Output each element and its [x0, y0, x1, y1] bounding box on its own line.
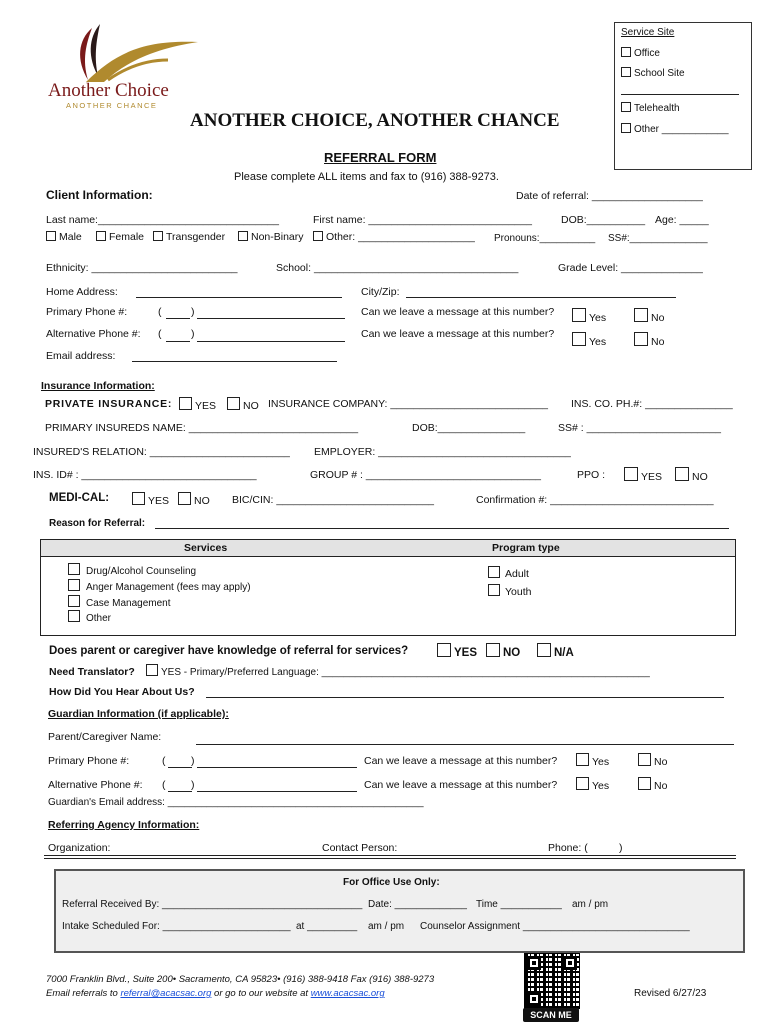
guardian-primary-yes[interactable]	[576, 753, 609, 768]
primary-msg-yes[interactable]	[572, 308, 606, 324]
dob-field[interactable]: DOB:__________	[561, 214, 646, 226]
service-site-office[interactable]	[621, 47, 660, 59]
medi-cal-label: MEDI-CAL:	[49, 492, 110, 504]
checkbox[interactable]	[537, 643, 551, 657]
website-link[interactable]: www.acacsac.org	[310, 988, 385, 999]
age-field[interactable]: Age: _____	[655, 214, 709, 226]
label: YES	[641, 471, 663, 483]
checkbox[interactable]	[576, 753, 589, 766]
service-site-telehealth[interactable]	[621, 102, 680, 114]
label: Male	[59, 231, 82, 243]
checkbox[interactable]	[132, 492, 145, 505]
gender-male[interactable]	[46, 231, 82, 243]
checkbox[interactable]	[634, 308, 648, 322]
service-drug-alcohol[interactable]	[68, 563, 196, 577]
guardian-alt-yes[interactable]	[576, 777, 609, 792]
agency-heading: Referring Agency Information:	[48, 819, 200, 831]
grade-field[interactable]: Grade Level: ______________	[558, 262, 703, 274]
label: No	[651, 312, 665, 324]
office-ampm: am / pm	[572, 899, 609, 910]
date-of-referral-field[interactable]: Date of referral: ___________________	[516, 190, 703, 202]
checkbox[interactable]	[68, 595, 80, 607]
label: NO	[692, 471, 708, 483]
label: Anger Management (fees may apply)	[86, 582, 251, 593]
office-heading: For Office Use Only:	[343, 877, 440, 888]
ss-field[interactable]: SS#:______________	[608, 233, 708, 244]
qr-finder	[563, 956, 577, 970]
label: Yes	[589, 336, 607, 348]
intake-ampm: am / pm	[368, 921, 405, 932]
checkbox[interactable]	[634, 332, 648, 346]
label: YES	[454, 647, 478, 659]
label: NO	[243, 400, 259, 412]
qr-code-icon[interactable]	[524, 953, 580, 1009]
parent-name-label: Parent/Caregiver Name:	[48, 731, 162, 743]
instructions: Please complete ALL items and fax to (916) 388-9273.	[234, 171, 499, 183]
label: Email referrals to	[46, 988, 121, 999]
checkbox[interactable]	[638, 777, 651, 790]
intake-at-field[interactable]: at _________	[296, 921, 358, 932]
how-heard-line[interactable]	[206, 697, 724, 698]
checkbox[interactable]	[178, 492, 191, 505]
service-other[interactable]	[68, 610, 111, 624]
checkbox[interactable]	[621, 47, 631, 57]
label: Other: ____________________	[326, 231, 475, 243]
area-code-line[interactable]	[168, 791, 192, 792]
area-code-line[interactable]	[166, 318, 190, 319]
pk-na[interactable]	[537, 643, 574, 659]
service-site-other[interactable]	[621, 123, 729, 135]
confirmation-field[interactable]: Confirmation #: ____________________________	[476, 494, 714, 506]
checkbox[interactable]	[621, 67, 631, 77]
checkbox[interactable]	[576, 777, 589, 790]
revised-date: Revised 6/27/23	[634, 988, 707, 999]
checkbox[interactable]	[437, 643, 451, 657]
label: Yes	[592, 780, 610, 792]
checkbox[interactable]	[621, 123, 631, 133]
ppo-no[interactable]	[675, 467, 708, 483]
phone-line[interactable]	[197, 341, 345, 342]
paren-close: )	[191, 755, 195, 767]
private-insurance-label: PRIVATE INSURANCE:	[45, 398, 173, 410]
label: Non-Binary	[251, 231, 304, 243]
label: Other ____________	[634, 124, 729, 135]
checkbox[interactable]	[68, 563, 80, 575]
paren-open: (	[158, 328, 162, 340]
reason-line[interactable]	[155, 528, 729, 529]
col-program: Program type	[492, 542, 560, 554]
guardian-heading: Guardian Information (if applicable):	[48, 708, 229, 720]
private-yes[interactable]	[179, 397, 216, 412]
label: YES - Primary/Preferred Language: ___________________________________________________________	[161, 667, 650, 678]
primary-insured-field[interactable]: PRIMARY INSUREDS NAME: _____________________________	[45, 422, 359, 434]
ethnicity-field[interactable]: Ethnicity: _________________________	[46, 262, 238, 274]
insured-dob-field[interactable]: DOB:_______________	[412, 422, 526, 434]
qr-finder	[527, 992, 541, 1006]
checkbox[interactable]	[488, 566, 500, 578]
gender-non-binary[interactable]	[238, 231, 304, 243]
footer-email-line	[46, 988, 385, 999]
footer-address: 7000 Franklin Blvd., Suite 200• Sacramento, CA 95823• (916) 388-9418 Fax (916) 388-9273	[46, 974, 435, 985]
translator-yes[interactable]	[146, 664, 650, 678]
agency-line[interactable]	[44, 855, 736, 856]
checkbox[interactable]	[146, 664, 158, 676]
checkbox[interactable]	[238, 231, 248, 241]
label: Yes	[592, 756, 610, 768]
client-info-heading: Client Information:	[46, 188, 153, 202]
email-link[interactable]: referral@acacsac.org	[120, 988, 212, 999]
checkbox[interactable]	[227, 397, 240, 410]
label: Drug/Alcohol Counseling	[86, 566, 197, 577]
paren-close: )	[191, 779, 195, 791]
alt-phone-label: Alternative Phone #:	[46, 328, 141, 340]
label: Telehealth	[634, 103, 680, 114]
medi-cal-no[interactable]	[178, 492, 210, 507]
leave-msg-label: Can we leave a message at this number?	[361, 306, 555, 318]
pk-yes[interactable]	[437, 643, 477, 659]
checkbox[interactable]	[621, 102, 631, 112]
label: No	[654, 756, 668, 768]
insurance-heading: Insurance Information:	[41, 380, 155, 392]
medi-cal-yes[interactable]	[132, 492, 169, 507]
insurance-company-field[interactable]: INSURANCE COMPANY: ___________________________	[268, 398, 548, 410]
paren-close: )	[191, 306, 195, 318]
ppo-label: PPO :	[577, 469, 606, 481]
checkbox[interactable]	[675, 467, 689, 481]
guardian-alt-no[interactable]	[638, 777, 667, 792]
label: School Site	[634, 68, 685, 79]
primary-msg-no[interactable]	[634, 308, 664, 324]
paren-close: )	[191, 328, 195, 340]
services-table-header	[41, 540, 735, 557]
qr-finder	[527, 956, 541, 970]
guardian-alt-label: Alternative Phone #:	[48, 779, 143, 791]
checkbox[interactable]	[624, 467, 638, 481]
label: No	[654, 780, 668, 792]
city-zip-label: City/Zip:	[361, 286, 400, 298]
first-name-field[interactable]: First name: ____________________________	[313, 214, 532, 226]
paren-open: (	[162, 755, 166, 767]
logo	[48, 20, 208, 115]
received-by-field[interactable]: Referral Received By: ____________________________________	[62, 899, 363, 910]
guardian-primary-no[interactable]	[638, 753, 667, 768]
alt-msg-no[interactable]	[634, 332, 664, 348]
gender-female[interactable]	[96, 231, 144, 243]
label: Adult	[505, 568, 529, 580]
service-site-heading: Service Site	[621, 27, 675, 38]
label: Transgender	[166, 231, 226, 243]
checkbox[interactable]	[68, 610, 80, 622]
ins-id-field[interactable]: INS. ID# : ______________________________	[33, 469, 257, 481]
alt-msg-yes[interactable]	[572, 332, 606, 348]
checkbox[interactable]	[179, 397, 192, 410]
primary-phone-label: Primary Phone #:	[46, 306, 128, 318]
col-services: Services	[184, 542, 228, 554]
guardian-email-field[interactable]: Guardian's Email address: ______________________________________________	[48, 797, 424, 808]
paren-close: )	[619, 842, 623, 854]
scan-me-label: SCAN ME	[523, 1008, 579, 1022]
phone-line[interactable]	[197, 767, 357, 768]
service-site-box	[614, 22, 752, 170]
label: Youth	[505, 586, 532, 598]
city-zip-line[interactable]	[406, 297, 676, 298]
email-line[interactable]	[132, 361, 337, 362]
ppo-yes[interactable]	[624, 467, 662, 483]
checkbox[interactable]	[46, 231, 56, 241]
service-anger[interactable]	[68, 579, 251, 593]
service-site-school[interactable]	[621, 67, 685, 79]
office-date-field[interactable]: Date: _____________	[368, 899, 467, 910]
leave-msg-label: Can we leave a message at this number?	[364, 755, 558, 767]
ins-phone-field[interactable]: INS. CO. PH.#: _______________	[571, 398, 733, 410]
phone-line[interactable]	[197, 318, 345, 319]
label: Case Management	[86, 598, 171, 609]
checkbox[interactable]	[68, 579, 80, 591]
relation-field[interactable]: INSURED'S RELATION: ________________________	[33, 446, 290, 458]
parent-name-line[interactable]	[196, 744, 734, 745]
label: YES	[148, 495, 170, 507]
counselor-field[interactable]: Counselor Assignment ______________________________	[420, 921, 690, 932]
logo-brand: Another Choice	[48, 80, 169, 101]
area-code-line[interactable]	[168, 767, 192, 768]
paren-open: (	[162, 779, 166, 791]
label: NO	[503, 647, 521, 659]
checkbox[interactable]	[486, 643, 500, 657]
organization-label: Organization:	[48, 842, 111, 854]
logo-tagline: ANOTHER CHANCE	[66, 101, 158, 110]
home-address-label: Home Address:	[46, 286, 118, 298]
leave-msg-label: Can we leave a message at this number?	[361, 328, 555, 340]
program-adult[interactable]	[488, 566, 529, 580]
checkbox[interactable]	[488, 584, 500, 596]
label: Yes	[589, 312, 607, 324]
service-case-mgmt[interactable]	[68, 595, 171, 609]
checkbox[interactable]	[96, 231, 106, 241]
translator-label: Need Translator?	[49, 666, 135, 678]
office-time-field[interactable]: Time ___________	[476, 899, 562, 910]
how-heard-label: How Did You Hear About Us?	[49, 686, 195, 698]
page-title: ANOTHER CHOICE, ANOTHER CHANCE	[190, 110, 560, 131]
insured-ss-field[interactable]: SS# : _______________________	[558, 422, 721, 434]
label: Female	[109, 231, 145, 243]
parent-knowledge-question: Does parent or caregiver have knowledge of referral for services?	[49, 645, 409, 657]
contact-person-label: Contact Person:	[322, 842, 398, 854]
label: Other	[86, 613, 112, 624]
divider	[621, 94, 739, 95]
guardian-primary-label: Primary Phone #:	[48, 755, 130, 767]
reason-label: Reason for Referral:	[49, 518, 146, 529]
label: Office	[634, 48, 660, 59]
employer-field[interactable]: EMPLOYER: _________________________________	[314, 446, 571, 458]
paren-open: (	[158, 306, 162, 318]
pk-no[interactable]	[486, 643, 520, 659]
label: or go to our website at	[211, 988, 311, 999]
group-field[interactable]: GROUP # : ______________________________	[310, 469, 542, 481]
pronouns-field[interactable]: Pronouns:__________	[494, 233, 596, 244]
phone-line[interactable]	[197, 791, 357, 792]
checkbox[interactable]	[313, 231, 323, 241]
checkbox[interactable]	[572, 308, 586, 322]
last-name-field[interactable]: Last name:_______________________________	[46, 214, 279, 226]
label: N/A	[554, 647, 574, 659]
gender-transgender[interactable]	[153, 231, 225, 243]
agency-phone-label: Phone: (	[548, 842, 588, 854]
private-no[interactable]	[227, 397, 259, 412]
form-title: REFERRAL FORM	[324, 150, 437, 165]
agency-line-double	[44, 858, 736, 859]
bic-cin-field[interactable]: BIC/CIN: ___________________________	[232, 494, 435, 506]
label: No	[651, 336, 665, 348]
leave-msg-label: Can we leave a message at this number?	[364, 779, 558, 791]
intake-field[interactable]: Intake Scheduled For: _______________________	[62, 921, 291, 932]
checkbox[interactable]	[153, 231, 163, 241]
checkbox[interactable]	[572, 332, 586, 346]
gender-other[interactable]	[313, 231, 475, 243]
checkbox[interactable]	[638, 753, 651, 766]
label: YES	[195, 400, 217, 412]
label: NO	[194, 495, 210, 507]
school-field[interactable]: School: ___________________________________	[276, 262, 519, 274]
email-label: Email address:	[46, 350, 116, 362]
program-youth[interactable]	[488, 584, 531, 598]
area-code-line[interactable]	[166, 341, 190, 342]
home-address-line[interactable]	[136, 297, 342, 298]
